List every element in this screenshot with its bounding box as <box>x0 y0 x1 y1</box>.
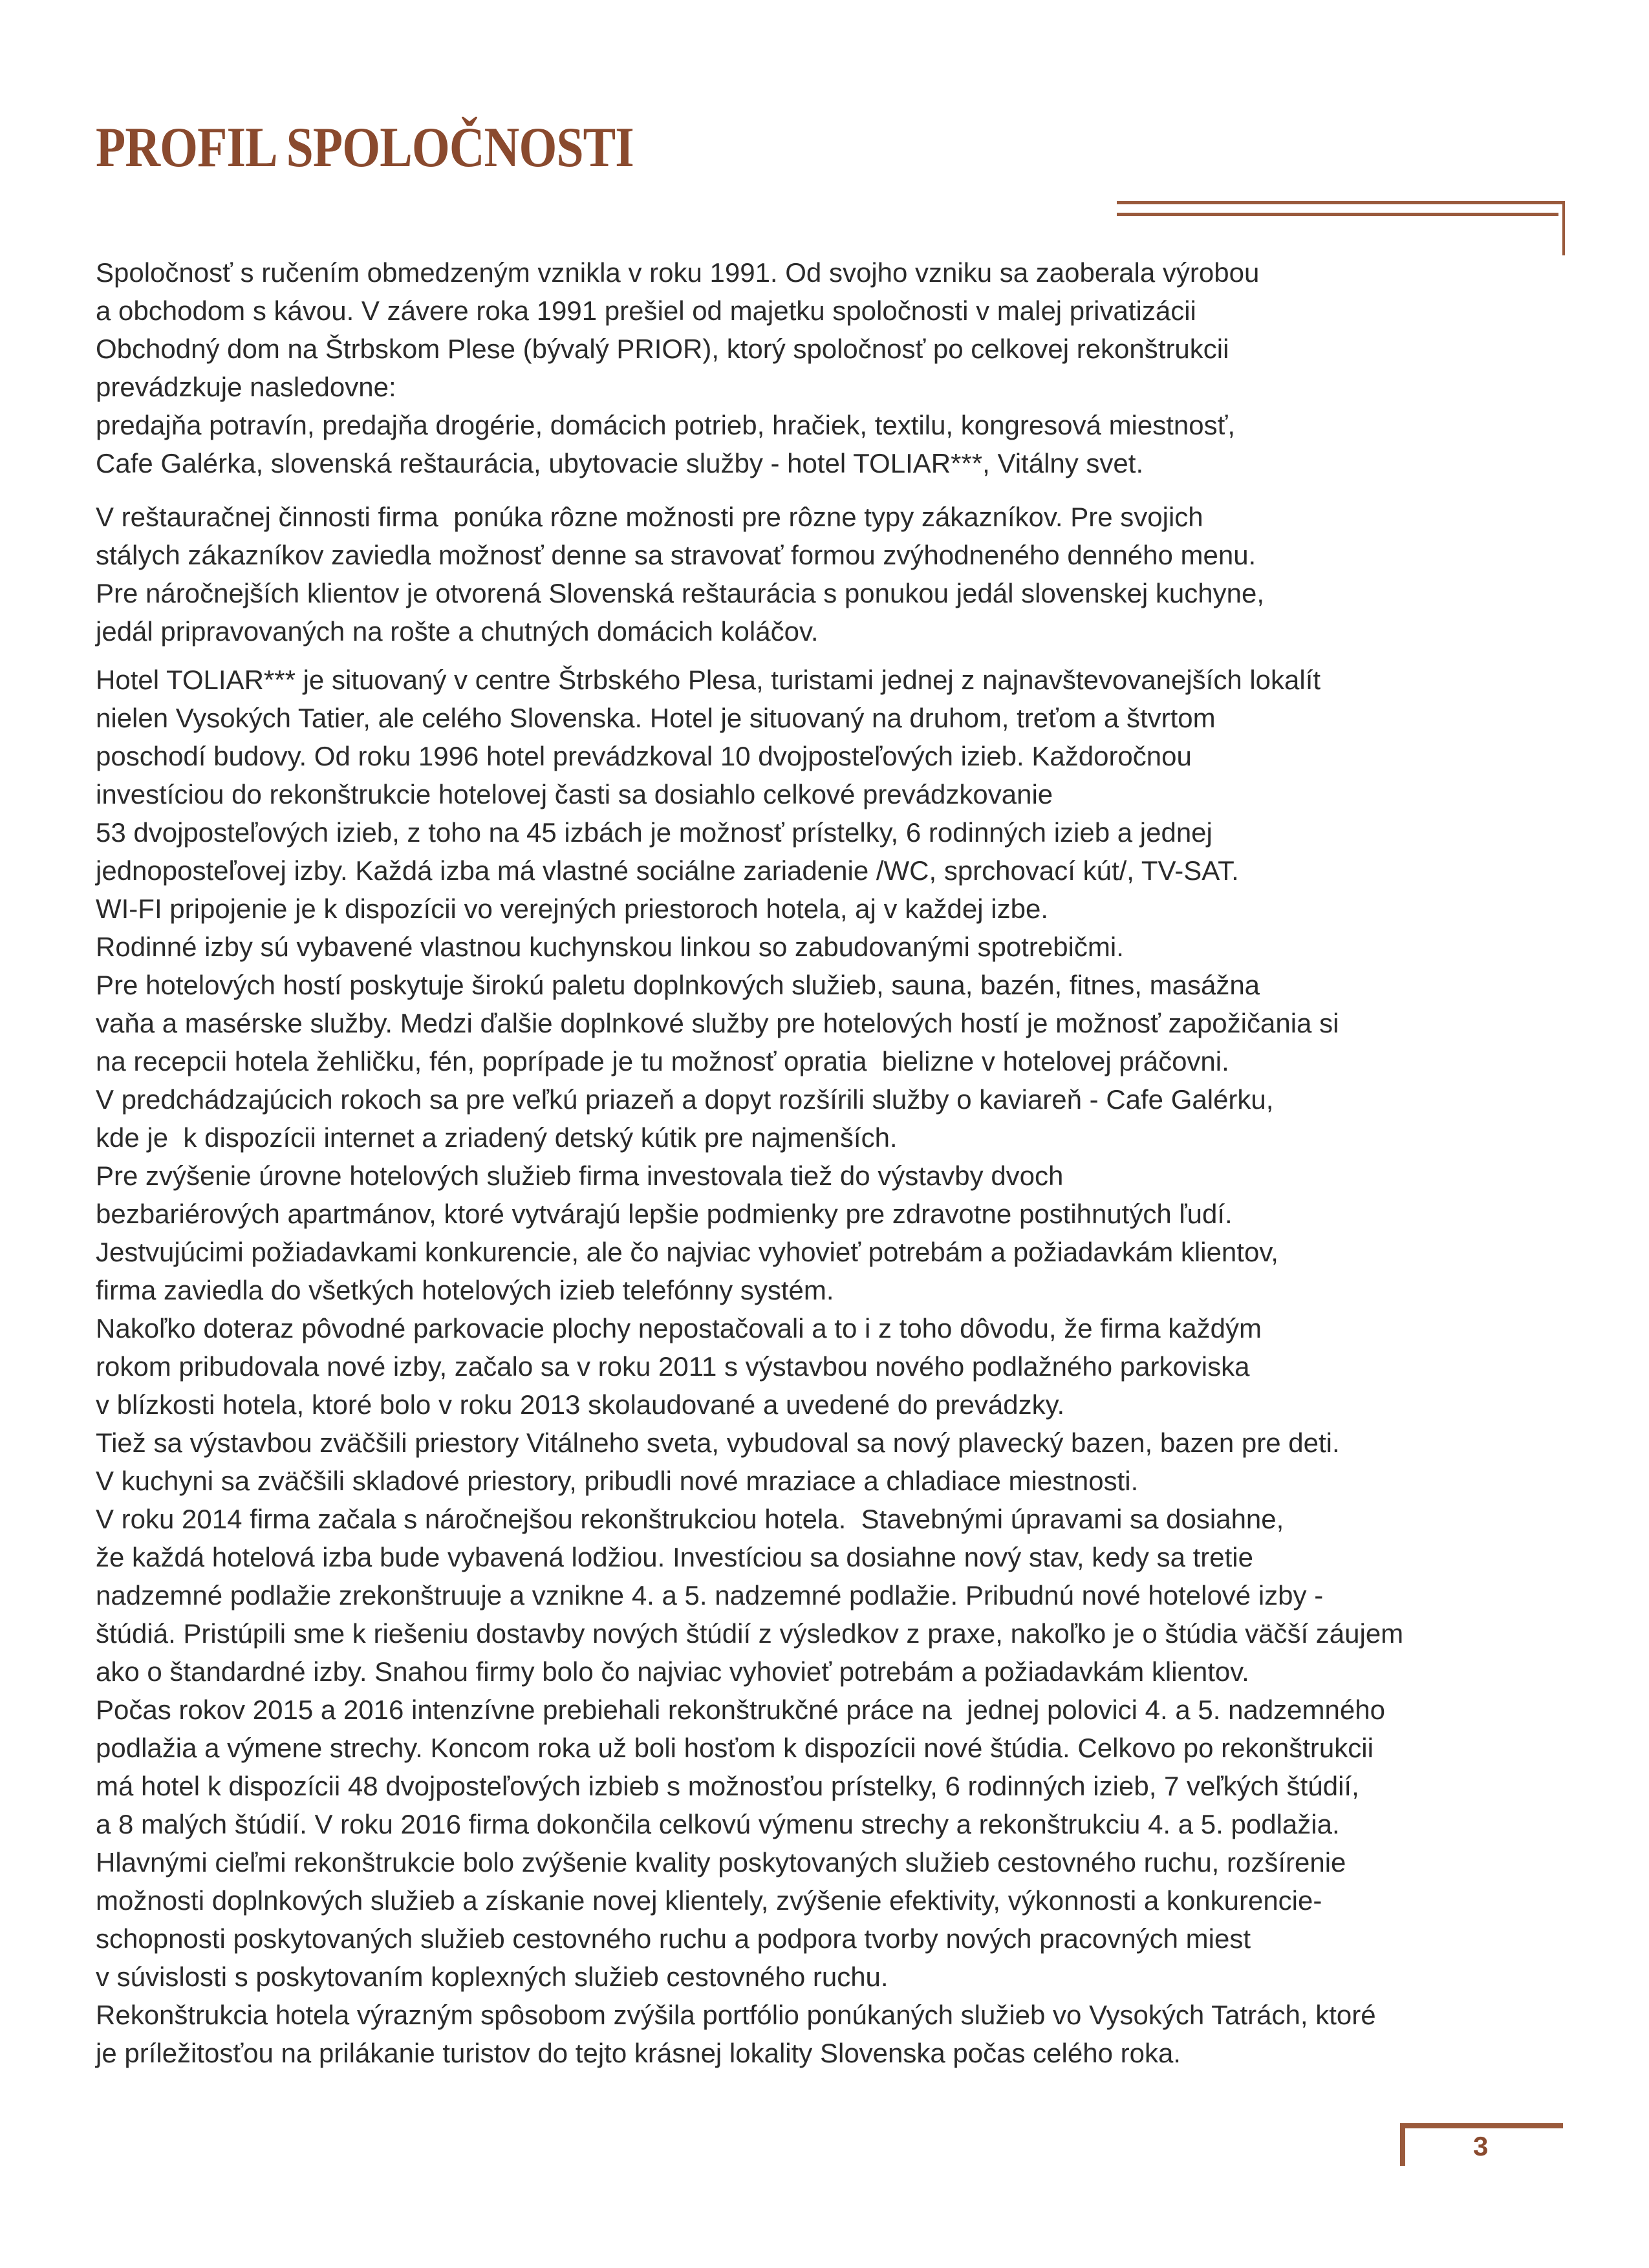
text-line: v súvislosti s poskytovaním koplexných služieb cestovného ruchu. <box>96 1962 889 1992</box>
paragraph-hotel <box>96 661 1403 2072</box>
text-line: 53 dvojposteľových izieb, z toho na 45 izbách je možnosť prístelky, 6 rodinných izieb a jednej <box>96 817 1212 848</box>
text-line: Hlavnými cieľmi rekonštrukcie bolo zvýšenie kvality poskytovaných služieb cestovného ruchu, rozšírenie <box>96 1847 1346 1878</box>
text-line: na recepcii hotela žehličku, fén, poprípade je tu možnosť opratia bielizne v hotelovej práčovni. <box>96 1046 1229 1076</box>
text-line: bezbariérových apartmánov, ktoré vytvárajú lepšie podmienky pre zdravotne postihnutých ľudí. <box>96 1199 1233 1229</box>
paragraph-company-origin <box>96 253 1259 482</box>
text-line: schopnosti poskytovaných služieb cestovného ruchu a podpora tvorby nových pracovných miest <box>96 1923 1251 1954</box>
page-number: 3 <box>1473 2131 1489 2161</box>
text-line: vaňa a masérske služby. Medzi ďalšie doplnkové služby pre hotelových hostí je možnosť zapožičania si <box>96 1008 1339 1038</box>
text-line: a 8 malých štúdií. V roku 2016 firma dokončila celkovú výmenu strechy a rekonštrukciu 4. a 5. podlažia. <box>96 1809 1340 1839</box>
text-line: je príležitosťou na prilákanie turistov do tejto krásnej lokality Slovenska počas celého roka. <box>96 2038 1181 2068</box>
text-line: V reštauračnej činnosti firma ponúka rôzne možnosti pre rôzne typy zákazníkov. Pre svojich <box>96 502 1203 532</box>
text-line: Jestvujúcimi požiadavkami konkurencie, ale čo najviac vyhovieť potrebám a požiadavkám klientov, <box>96 1237 1278 1267</box>
header-rule-vertical <box>1562 201 1565 255</box>
text-line: WI-FI pripojenie je k dispozícii vo verejných priestoroch hotela, aj v každej izbe. <box>96 893 1048 924</box>
page-title: PROFIL SPOLOČNOSTI <box>96 116 634 179</box>
text-line: V roku 2014 firma začala s náročnejšou rekonštrukciou hotela. Stavebnými úpravami sa dosiahne, <box>96 1504 1284 1534</box>
text-line: že každá hotelová izba bude vybavená lodžiou. Investíciou sa dosiahne nový stav, kedy sa tretie <box>96 1542 1253 1572</box>
text-line: investíciou do rekonštrukcie hotelovej časti sa dosiahlo celkové prevádzkovanie <box>96 779 1053 809</box>
text-line: Pre náročnejších klientov je otvorená Slovenská reštaurácia s ponukou jedál slovenskej kuchyne, <box>96 578 1265 608</box>
header-rule-bottom <box>1117 213 1558 216</box>
text-line: Obchodný dom na Štrbskom Plese (bývalý PRIOR), ktorý spoločnosť po celkovej rekonštrukcii <box>96 334 1229 364</box>
text-line: firma zaviedla do všetkých hotelových izieb telefónny systém. <box>96 1275 834 1305</box>
page-number-rule-horizontal <box>1400 2123 1563 2128</box>
text-line: V kuchyni sa zväčšili skladové priestory, pribudli nové mraziace a chladiace miestnosti. <box>96 1466 1139 1496</box>
text-line: v blízkosti hotela, ktoré bolo v roku 2013 skolaudované a uvedené do prevádzky. <box>96 1389 1065 1420</box>
text-line: V predchádzajúcich rokoch sa pre veľkú priazeň a dopyt rozšírili služby o kaviareň - Cafe Galérku, <box>96 1084 1274 1115</box>
text-line: a obchodom s kávou. V závere roka 1991 prešiel od majetku spoločnosti v malej privatizácii <box>96 295 1196 326</box>
text-line: kde je k dispozícii internet a zriadený detský kútik pre najmenších. <box>96 1122 898 1153</box>
text-line: Hotel TOLIAR*** je situovaný v centre Štrbského Plesa, turistami jednej z najnavštevovanejších lokalít <box>96 665 1321 695</box>
text-line: Spoločnosť s ručením obmedzeným vznikla v roku 1991. Od svojho vzniku sa zaoberala výrobou <box>96 257 1260 288</box>
text-line: Rodinné izby sú vybavené vlastnou kuchynskou linkou so zabudovanými spotrebičmi. <box>96 932 1124 962</box>
text-line: nadzemné podlažie zrekonštruuje a vznikne 4. a 5. nadzemné podlažie. Pribudnú nové hotelové izby - <box>96 1580 1324 1610</box>
text-line: Pre hotelových hostí poskytuje širokú paletu doplnkových služieb, sauna, bazén, fitnes, masážna <box>96 970 1260 1000</box>
text-line: nielen Vysokých Tatier, ale celého Slovenska. Hotel je situovaný na druhom, treťom a štvrtom <box>96 703 1216 733</box>
text-line: Tiež sa výstavbou zväčšili priestory Vitálneho sveta, vybudoval sa nový plavecký bazen, bazen pre deti. <box>96 1428 1340 1458</box>
text-line: má hotel k dispozícii 48 dvojposteľových izbieb s možnosťou prístelky, 6 rodinných izieb, 7 veľkých štúdií, <box>96 1771 1359 1801</box>
text-line: stálych zákazníkov zaviedla možnosť denne sa stravovať formou zvýhodneného denného menu. <box>96 540 1256 570</box>
text-line: poschodí budovy. Od roku 1996 hotel prevádzkoval 10 dvojposteľových izieb. Každoročnou <box>96 741 1192 771</box>
text-line: štúdiá. Pristúpili sme k riešeniu dostavby nových štúdií z výsledkov z praxe, nakoľko je o štúdia väčší záujem <box>96 1618 1404 1649</box>
text-line: podlažia a výmene strechy. Koncom roka už boli hosťom k dispozícii nové štúdia. Celkovo po rekonštrukcii <box>96 1733 1374 1763</box>
paragraph-restaurant <box>96 498 1264 650</box>
text-line: predajňa potravín, predajňa drogérie, domácich potrieb, hračiek, textilu, kongresová miestnosť, <box>96 410 1236 440</box>
text-line: rokom pribudovala nové izby, začalo sa v roku 2011 s výstavbou nového podlažného parkoviska <box>96 1351 1250 1382</box>
text-line: možnosti doplnkových služieb a získanie novej klientely, zvýšenie efektivity, výkonnosti a konkurencie- <box>96 1885 1322 1916</box>
header-rule-top <box>1117 201 1565 204</box>
text-line: ako o štandardné izby. Snahou firmy bolo čo najviac vyhovieť potrebám a požiadavkám klientov. <box>96 1656 1249 1687</box>
text-line: prevádzkuje nasledovne: <box>96 372 396 402</box>
text-line: Rekonštrukcia hotela výrazným spôsobom zvýšila portfólio ponúkaných služieb vo Vysokých Tatrách, ktoré <box>96 2000 1376 2030</box>
text-line: Cafe Galérka, slovenská reštaurácia, ubytovacie služby - hotel TOLIAR***, Vitálny svet. <box>96 448 1144 478</box>
text-line: Počas rokov 2015 a 2016 intenzívne prebiehali rekonštrukčné práce na jednej polovici 4. a 5. nadzemného <box>96 1695 1385 1725</box>
page-number-rule-vertical <box>1400 2123 1405 2166</box>
text-line: jedál pripravovaných na rošte a chutných domácich koláčov. <box>96 616 819 647</box>
text-line: Nakoľko doteraz pôvodné parkovacie plochy nepostačovali a to i z toho dôvodu, že firma každým <box>96 1313 1262 1343</box>
text-line: jednoposteľovej izby. Každá izba má vlastné sociálne zariadenie /WC, sprchovací kút/, TV-SAT. <box>96 855 1239 886</box>
text-line: Pre zvýšenie úrovne hotelových služieb firma investovala tiež do výstavby dvoch <box>96 1161 1064 1191</box>
